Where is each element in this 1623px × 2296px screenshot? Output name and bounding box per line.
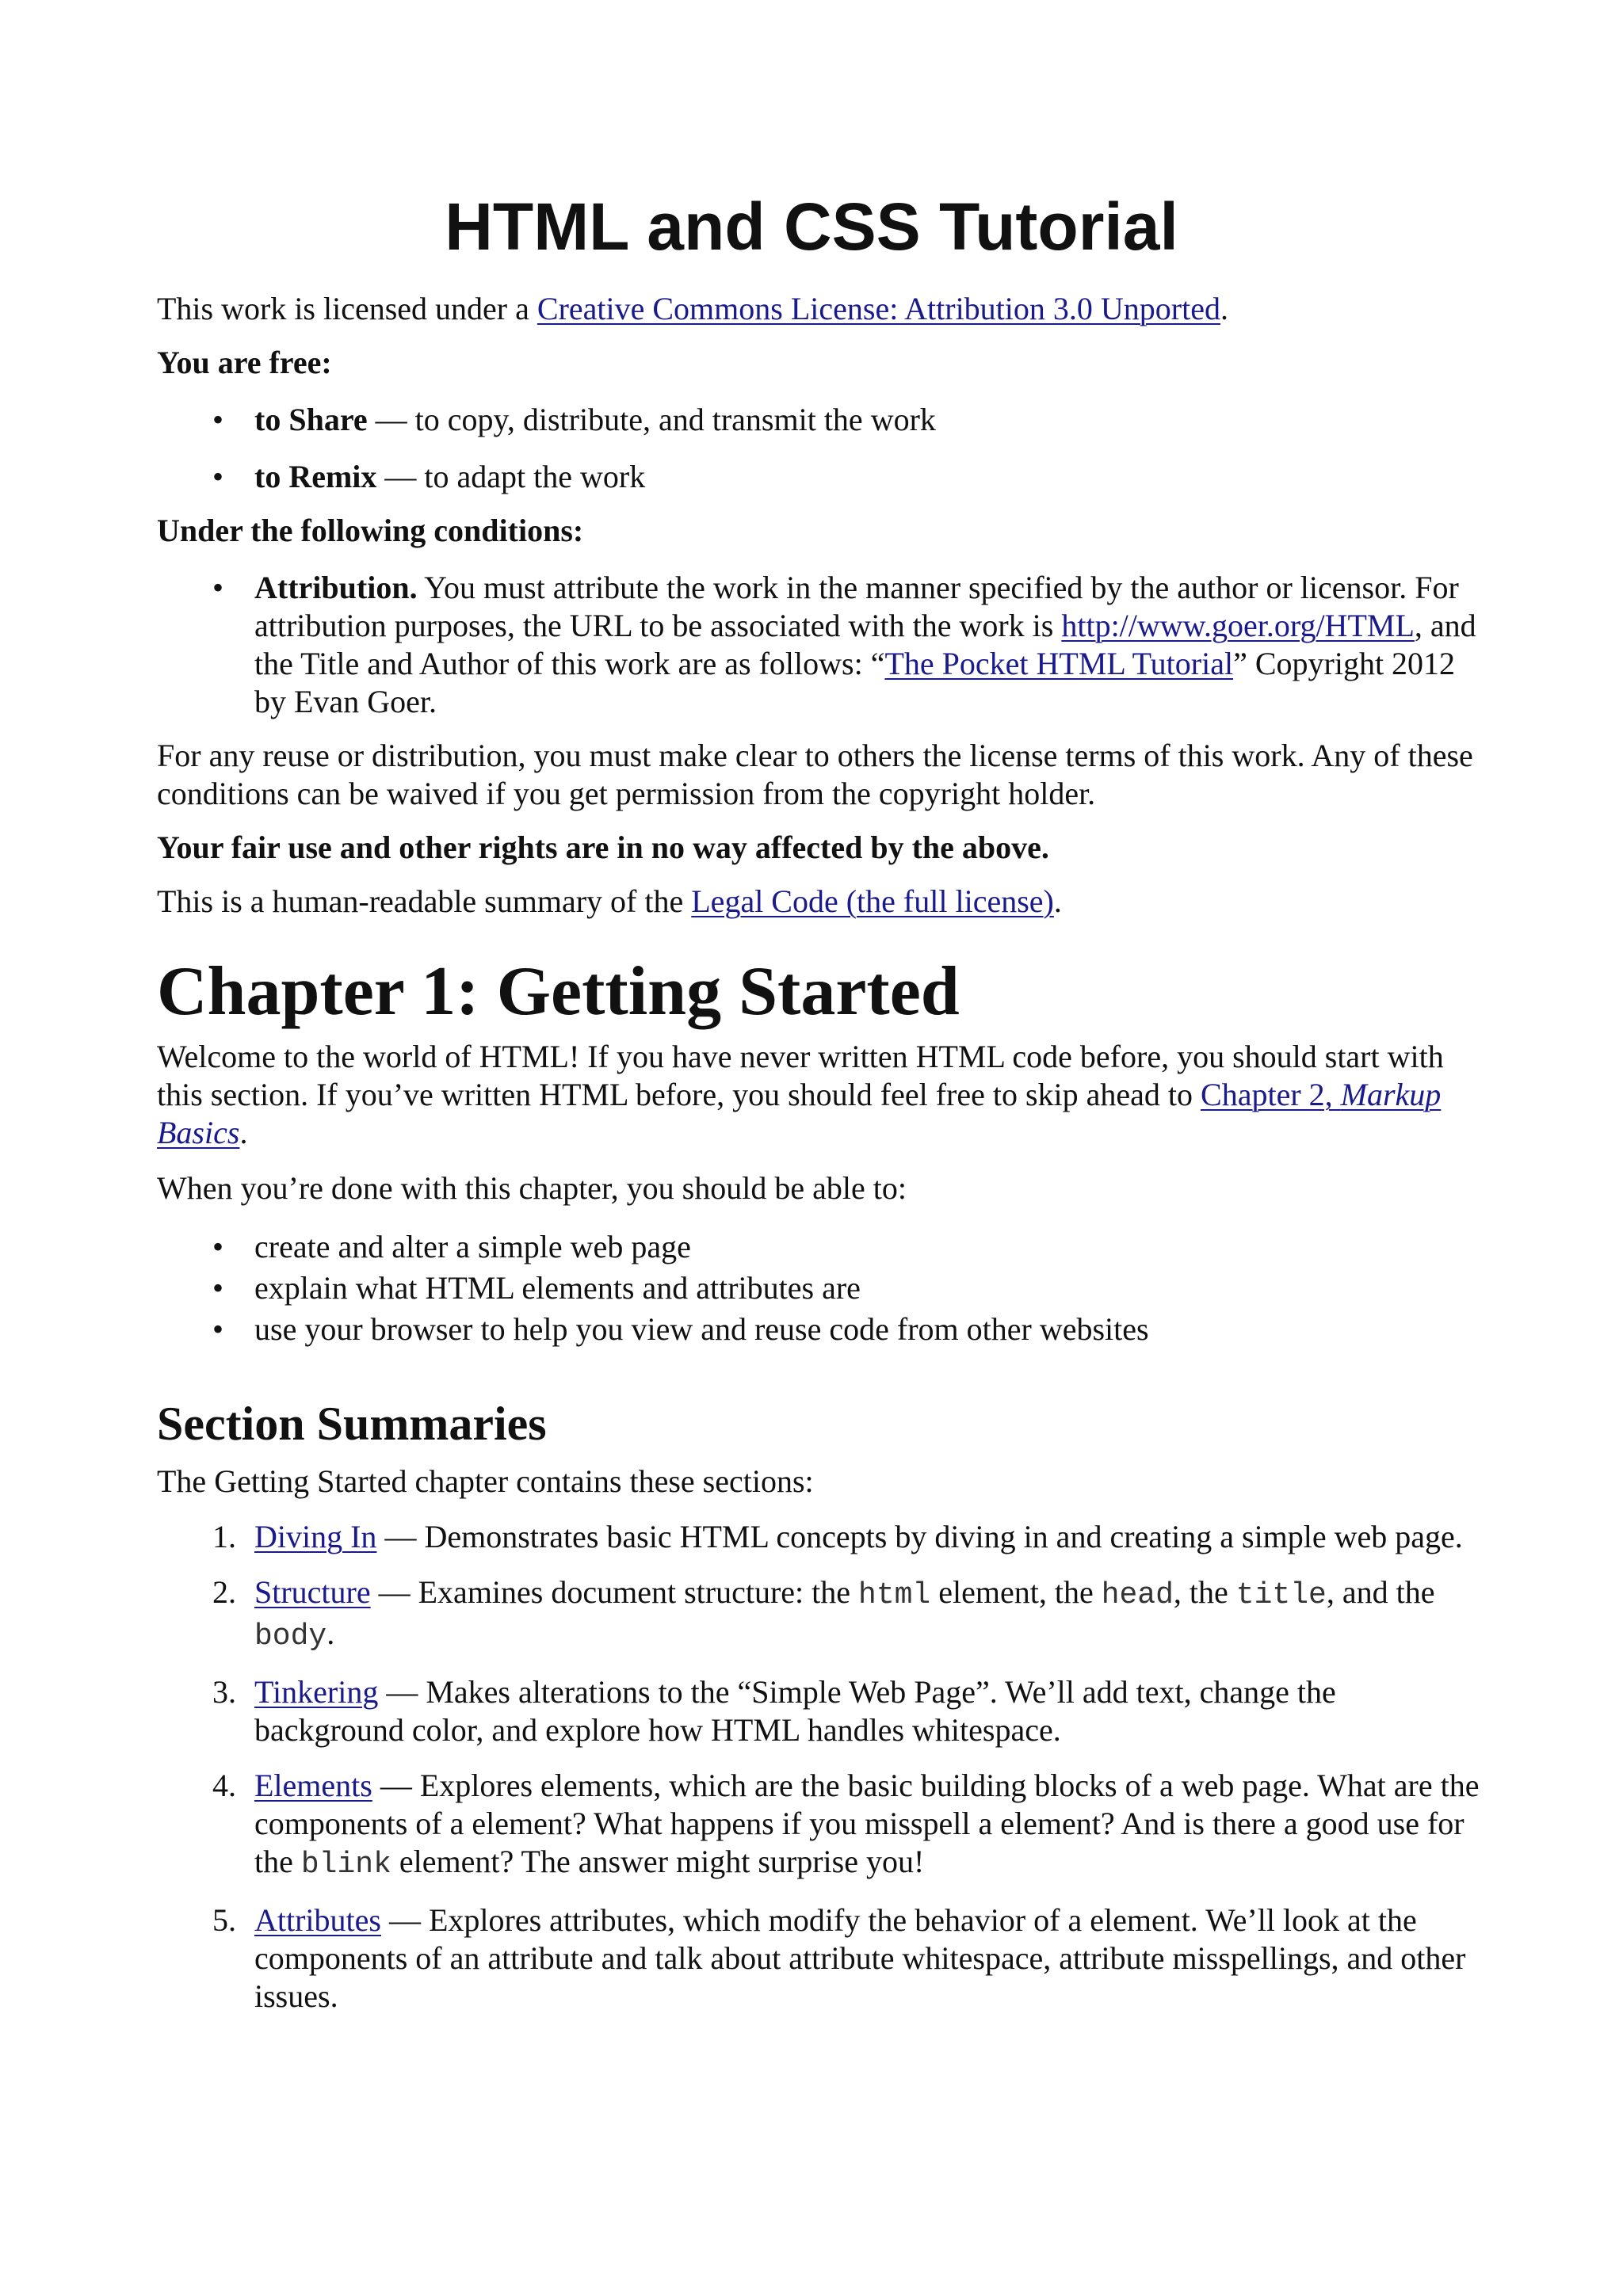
chapter-title: Chapter 1: Getting Started xyxy=(157,953,960,1030)
list-item: 1. Diving In — Demonstrates basic HTML concepts by diving in and creating a simple web page. xyxy=(212,1519,1463,1554)
welcome-paragraph: Welcome to the world of HTML! If you have never written HTML code before, you should start with this section. If you’ve written HTML before, you should feel free to skip ahead to Chapter 2, Markup Basics. xyxy=(157,1039,1444,1150)
list-item: • explain what HTML elements and attributes are xyxy=(157,1268,1488,1309)
freedoms-list xyxy=(157,401,1488,496)
list-number: 1. xyxy=(212,1519,236,1554)
document-title: HTML and CSS Tutorial xyxy=(445,189,1178,264)
section-list xyxy=(157,1518,1488,2016)
list-item: • create and alter a simple web page xyxy=(157,1226,1488,1268)
list-item: 3. Tinkering — Makes alterations to the “Simple Web Page”. We’ll add text, change the background color, and explore how HTML handles whitespace. xyxy=(212,1674,1336,1748)
bullet-icon: • xyxy=(212,1229,224,1264)
list-item: 5. Attributes — Explores attributes, which modify the behavior of a element. We’ll look at the components of an attribute and talk about attribute whitespace, attribute misspellings, and other issues. xyxy=(212,1902,1466,2014)
list-item: 2. Structure — Examines document structure: the html element, the head, the title, and the body. xyxy=(212,1574,1435,1653)
diving-in-link[interactable]: Diving In xyxy=(254,1519,377,1554)
reuse-paragraph: For any reuse or distribution, you must make clear to others the license terms of this work. Any of these conditions can be waived if you get permission from the copyright holder. xyxy=(157,738,1473,811)
fair-use-paragraph: Your fair use and other rights are in no way affected by the above. xyxy=(157,830,1049,865)
tinkering-link[interactable]: Tinkering xyxy=(254,1674,379,1710)
list-item: • to Remix — to adapt the work xyxy=(212,459,646,494)
list-number: 2. xyxy=(212,1574,236,1610)
goer-url-link[interactable]: http://www.goer.org/HTML xyxy=(1061,608,1415,643)
legal-code-link[interactable]: Legal Code (the full license) xyxy=(691,883,1054,919)
conditions-list xyxy=(157,569,1488,721)
section-summaries-intro: The Getting Started chapter contains these sections: xyxy=(157,1463,814,1499)
list-item: • use your browser to help you view and reuse code from other websites xyxy=(157,1309,1488,1350)
bullet-icon: • xyxy=(212,402,224,437)
license-link[interactable]: Creative Commons License: Attribution 3.0 Unported xyxy=(537,291,1220,326)
pocket-html-tutorial-link[interactable]: The Pocket HTML Tutorial xyxy=(884,646,1234,681)
list-number: 5. xyxy=(212,1902,236,1938)
elements-link[interactable]: Elements xyxy=(254,1768,372,1803)
license-intro: This work is licensed under a Creative Commons License: Attribution 3.0 Unported. xyxy=(157,291,1228,326)
list-item: • to Share — to copy, distribute, and transmit the work xyxy=(212,402,936,437)
you-are-free-heading: You are free: xyxy=(157,345,332,380)
chapter-2-link[interactable]: Chapter 2, Markup Basics xyxy=(157,1077,1442,1150)
summary-paragraph: This is a human-readable summary of the Legal Code (the full license). xyxy=(157,883,1062,919)
bullet-icon: • xyxy=(212,1311,224,1347)
bullet-icon: • xyxy=(212,459,224,494)
list-number: 4. xyxy=(212,1768,236,1803)
list-number: 3. xyxy=(212,1674,236,1710)
done-intro: When you’re done with this chapter, you should be able to: xyxy=(157,1170,907,1206)
bullet-icon: • xyxy=(212,1270,224,1306)
document-page xyxy=(157,0,1488,2016)
attributes-link[interactable]: Attributes xyxy=(254,1902,381,1938)
goals-list xyxy=(157,1226,1488,1350)
conditions-heading: Under the following conditions: xyxy=(157,513,584,548)
bullet-icon: • xyxy=(212,570,224,605)
list-item: 4. Elements — Explores elements, which are the basic building blocks of a web page. What are the components of a element? What happens if you misspell a element? And is there a good use for the blink element? The answer might surprise you! xyxy=(212,1768,1480,1882)
list-item: • Attribution. You must attribute the work in the manner specified by the author or licensor. For attribution purposes, the URL to be associated with the work is http://www.goer.org/HTML, and the Title and Author of this work are as follows: “The Pocket HTML Tutorial” Copyright 2012 by Evan Goer. xyxy=(212,570,1476,719)
structure-link[interactable]: Structure xyxy=(254,1574,371,1610)
section-summaries-title: Section Summaries xyxy=(157,1398,547,1450)
